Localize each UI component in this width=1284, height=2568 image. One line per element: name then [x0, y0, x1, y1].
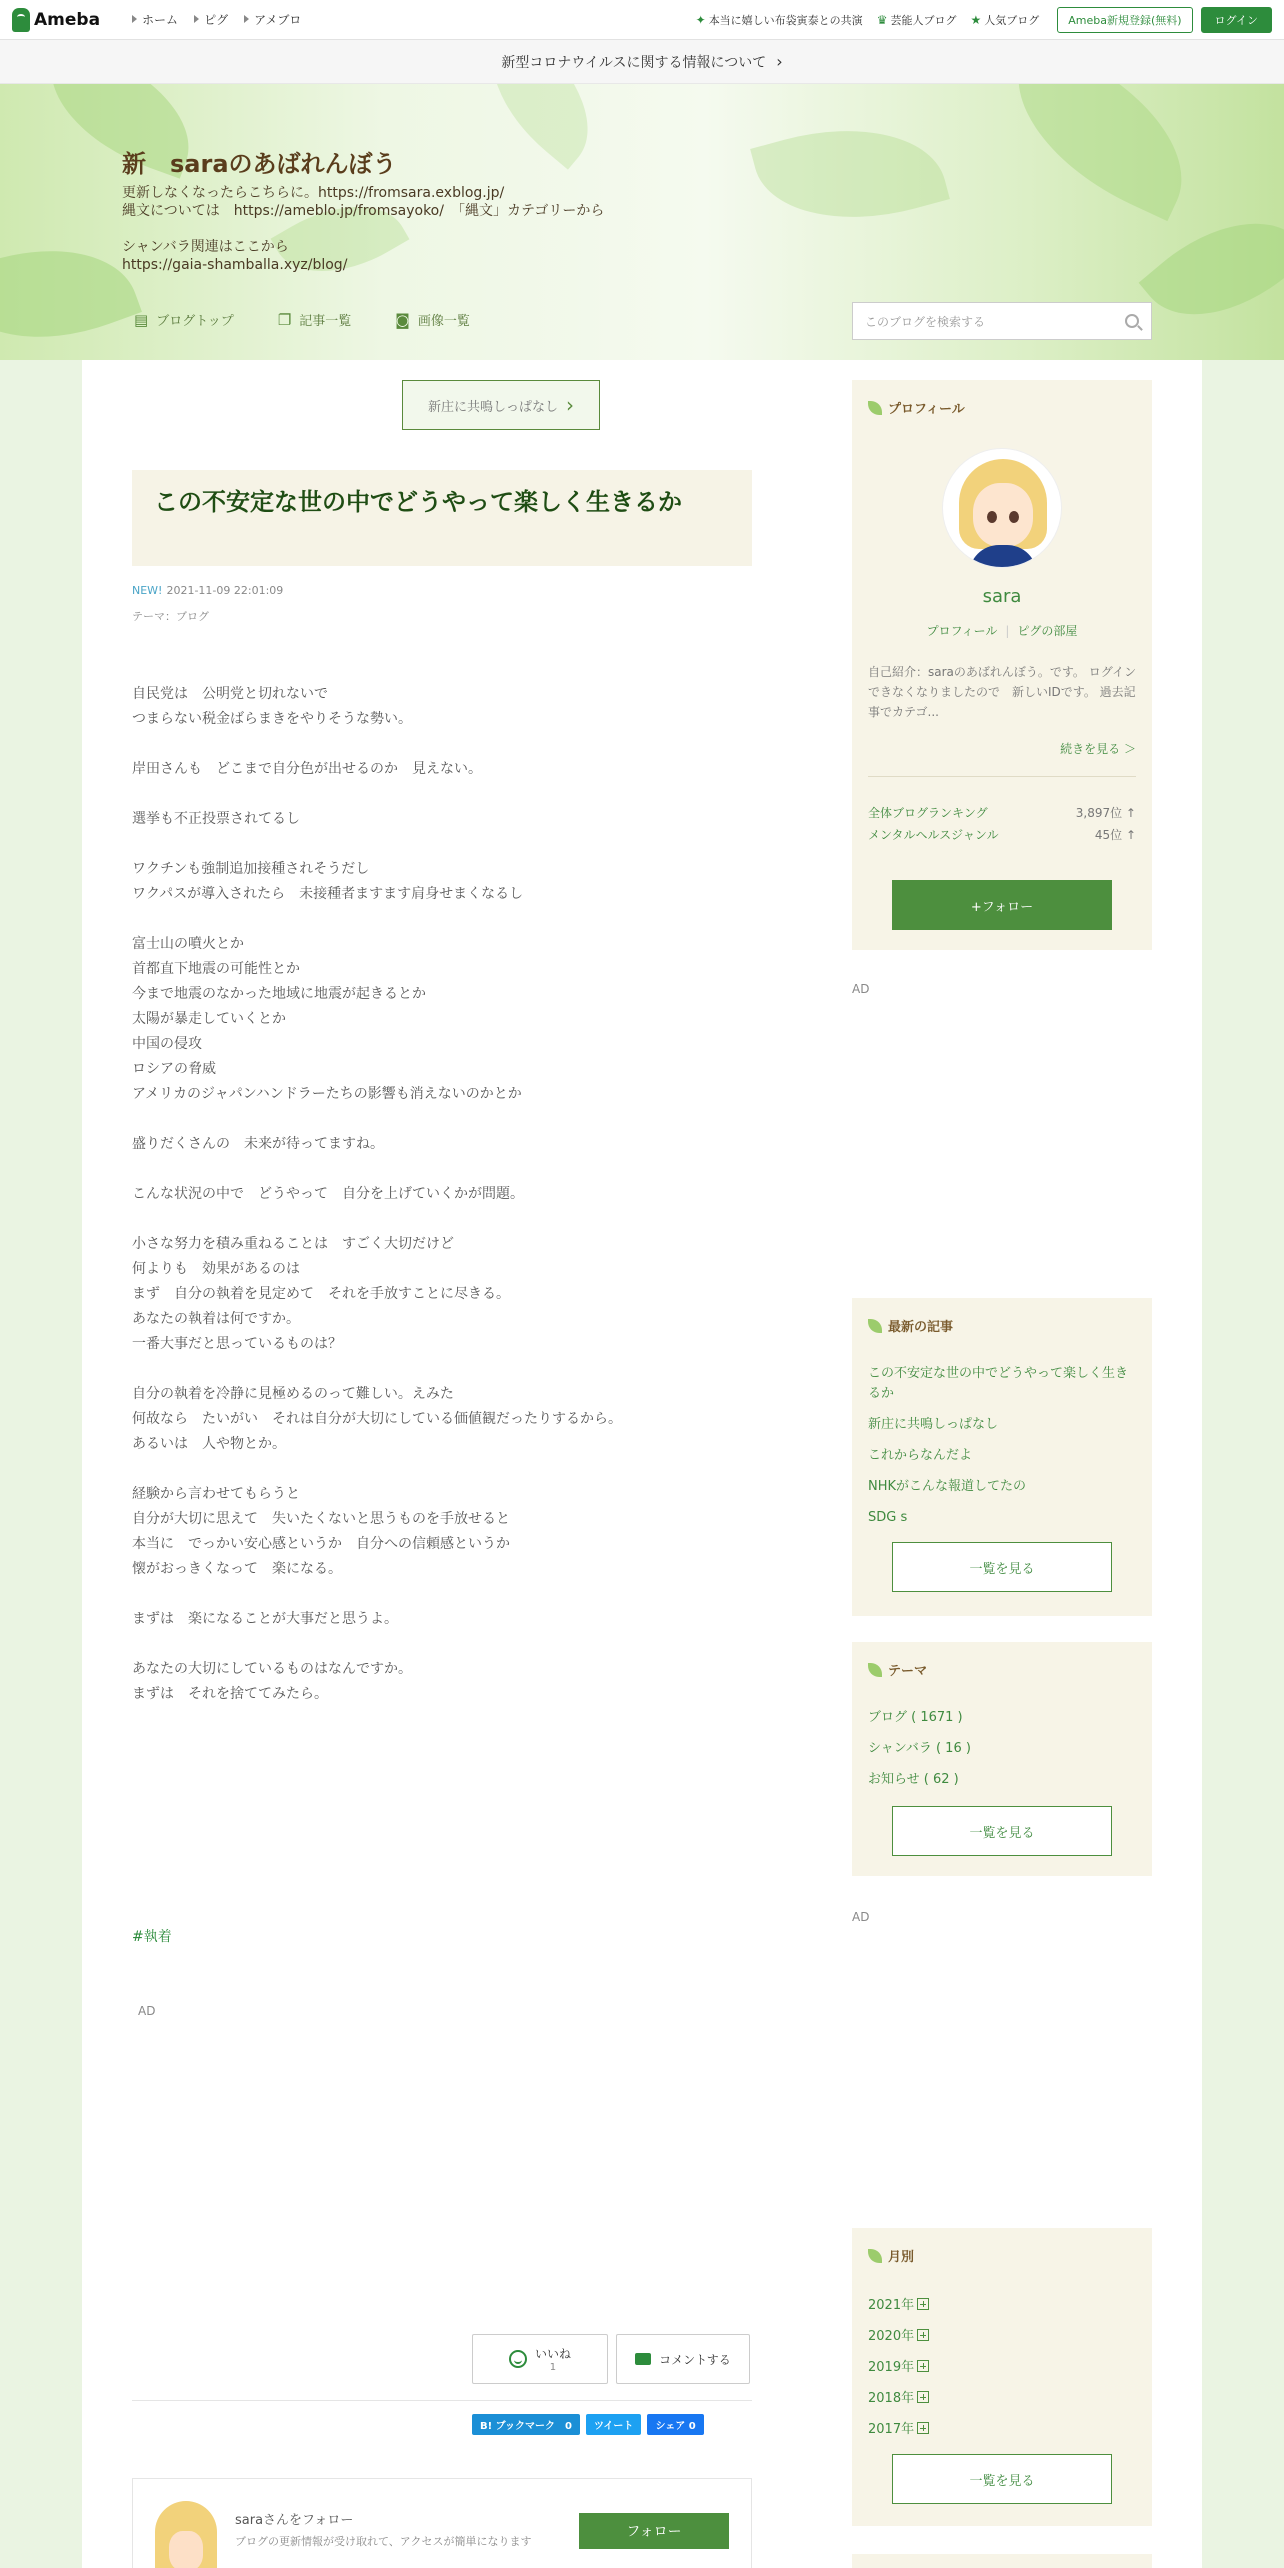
body-line: 何故なら たいがい それは自分が大切にしている価値観だったりするから。 — [132, 1411, 622, 1427]
blog-top-link[interactable]: ▤ ブログトップ — [134, 310, 234, 329]
body-line: 首都直下地震の可能性とか — [132, 961, 300, 977]
article-datetime: 2021-11-09 22:01:09 — [166, 584, 284, 597]
monthly-list-button[interactable]: 一覧を見る — [892, 2454, 1112, 2504]
body-line — [132, 782, 752, 807]
blog-description: 更新しなくなったらこちらに。https://fromsara.exblog.jp/ 縄文については https://ameblo.jp/fromsayoko/ 「縄文」カテゴリーから シャンバラ関連はここから https://gaia-shamballa.xyz/blog/ — [122, 185, 605, 273]
body-line: 何よりも 効果があるのは — [132, 1261, 300, 1277]
hashtag-link[interactable]: #執着 — [132, 1929, 172, 1945]
body-line: 自分の執着を冷静に見極めるのって難しい。えみた — [132, 1386, 454, 1402]
previous-post-button[interactable]: 新庄に共鳴しっぱなし › — [402, 380, 600, 430]
theme-list-button[interactable]: 一覧を見る — [892, 1806, 1112, 1856]
leaf-icon — [868, 1663, 882, 1677]
body-line: 懐がおっきくなって 楽になる。 — [132, 1561, 342, 1577]
body-line — [132, 1157, 752, 1182]
body-line: つまらない税金ばらまきをやりそうな勢い。 — [132, 711, 412, 727]
recent-post-link[interactable]: これからなんだよ — [868, 1448, 973, 1463]
body-line — [132, 1582, 752, 1607]
comment-button[interactable]: コメントする — [616, 2334, 750, 2384]
body-line — [132, 1632, 752, 1657]
avatar — [155, 2501, 217, 2568]
leaf-icon — [868, 401, 882, 415]
theme-link[interactable]: お知らせ ( 62 ) — [868, 1772, 959, 1787]
theme-link[interactable]: ブログ — [176, 610, 209, 623]
body-line: あなたの大切にしているものはなんですか。 — [132, 1661, 412, 1677]
ranking-list — [868, 802, 1136, 846]
month-2021[interactable]: 2021年 — [868, 2290, 929, 2321]
recent-list-button[interactable]: 一覧を見る — [892, 1542, 1112, 1592]
ranking-genre[interactable]: メンタルヘルスジャンル 45位 ↑ — [868, 828, 1136, 842]
recent-post-link[interactable]: この不安定な世の中でどうやって楽しく生きるか — [868, 1366, 1129, 1401]
monthly-panel: 月別 2021年 2020年 2019年 2018年 2017年 一覧を見る — [852, 2228, 1152, 2526]
body-line: 経験から言わせてもらうと — [132, 1486, 300, 1502]
camera-icon: ◙ — [395, 310, 410, 329]
like-button[interactable] — [472, 2334, 608, 2384]
recent-post-link[interactable]: 新庄に共鳴しっぱなし — [868, 1417, 999, 1432]
body-line: 選挙も不正投票されてるし — [132, 811, 300, 827]
nav-ameblo-link[interactable]: アメブロ — [244, 11, 301, 28]
body-line: 今まで地震のなかった地域に地震が起きるとか — [132, 986, 426, 1002]
nav-pig-link[interactable]: ピグ — [194, 11, 228, 28]
body-line — [132, 1107, 752, 1132]
recent-post-link[interactable]: NHKがこんな報道してたの — [868, 1479, 1027, 1494]
ad-label: AD — [138, 2004, 156, 2018]
image-list-link[interactable]: ◙ 画像一覧 — [395, 310, 470, 329]
profile-intro: 自己紹介：saraのあばれんぼう。です。 ログインできなくなりましたので 新しいIDです。 過去記事でカテゴ... — [868, 665, 1137, 719]
body-line — [132, 1457, 752, 1482]
body-line — [132, 907, 752, 932]
crown-icon: ♛ — [876, 12, 888, 27]
body-line — [132, 1357, 752, 1382]
top-navigation-bar — [0, 0, 1284, 40]
star-icon: ★ — [970, 12, 982, 27]
blog-header — [0, 84, 1284, 360]
follow-description: ブログの更新情報が受け取れて、アクセスが簡単になります — [235, 2535, 532, 2548]
document-icon: ▤ — [134, 310, 149, 329]
body-line: まずは 楽になることが大事だと思うよ。 — [132, 1611, 398, 1627]
ameba-logo[interactable] — [12, 8, 100, 32]
like-count: 1 — [549, 2362, 557, 2373]
register-button[interactable]: Ameba新規登録(無料) — [1057, 7, 1192, 33]
expand-icon — [917, 2329, 929, 2341]
leaf-icon — [868, 1319, 882, 1333]
body-line: 富士山の噴火とか — [132, 936, 244, 952]
month-2017[interactable]: 2017年 — [868, 2414, 929, 2445]
recent-post-link[interactable]: SDG s — [868, 1510, 908, 1525]
body-line: あなたの執着は何ですか。 — [132, 1311, 300, 1327]
follow-button[interactable]: フォロー — [579, 2513, 729, 2549]
chevron-right-icon: › — [566, 393, 574, 417]
popular-blog-link[interactable]: ★ 人気ブログ — [970, 12, 1040, 27]
tweet-button[interactable]: ツイート — [586, 2414, 642, 2435]
body-line — [132, 1207, 752, 1232]
body-line: 一番大事だと思っているものは？ — [132, 1336, 342, 1352]
article-meta — [132, 584, 283, 597]
body-line: ワクチンも強制追加接種されそうだし — [132, 861, 370, 877]
smile-icon — [509, 2350, 527, 2368]
theme-link[interactable]: シャンバラ ( 16 ) — [868, 1741, 971, 1756]
ameba-logo-icon — [12, 8, 30, 32]
profile-link[interactable]: プロフィール — [926, 624, 998, 638]
body-line: アメリカのジャパンハンドラーたちの影響も消えないのかとか — [132, 1086, 522, 1102]
blog-title[interactable]: 新 saraのあばれんぼう — [122, 150, 397, 178]
body-line — [132, 732, 752, 757]
notice-text: 新型コロナウイルスに関する情報について — [501, 54, 767, 71]
recent-posts-panel: 最新の記事 この不安定な世の中でどうやって楽しく生きるか 新庄に共鳴しっぱなし これからなんだよ NHKがこんな報道してたの SDG s 一覧を見る — [852, 1298, 1152, 1616]
body-line — [132, 832, 752, 857]
leaf-icon — [868, 2249, 882, 2263]
celebrity-blog-link[interactable]: ♛ 芸能人ブログ — [876, 12, 957, 27]
login-button[interactable]: ログイン — [1201, 7, 1272, 33]
search-icon[interactable] — [1125, 314, 1139, 328]
profile-title: プロフィール — [868, 398, 965, 417]
new-badge: NEW! — [132, 584, 163, 597]
article-body — [132, 682, 752, 1707]
sidebar-ad-label: AD — [852, 1910, 870, 1924]
follow-heading: saraさんをフォロー — [235, 2513, 354, 2528]
expand-icon — [917, 2360, 929, 2372]
body-line: ワクパスが導入されたら 未接種者ますます肩身せまくなるし — [132, 886, 524, 902]
ranking-overall[interactable]: 全体ブログランキング 3,897位 ↑ — [868, 806, 1136, 820]
nav-home-link[interactable]: ホーム — [132, 11, 178, 28]
body-line: 中国の侵攻 — [132, 1036, 202, 1052]
main-content — [82, 360, 1202, 2568]
theme-link[interactable]: ブログ ( 1671 ) — [868, 1710, 963, 1725]
chevron-right-icon: › — [776, 52, 783, 71]
hatena-bookmark-button[interactable]: B! ブックマーク 0 — [472, 2414, 580, 2435]
body-line: 盛りだくさんの 未来が待ってますね。 — [132, 1136, 384, 1152]
body-line: あるいは 人や物とか。 — [132, 1436, 286, 1452]
body-line: ロシアの脅威 — [132, 1061, 216, 1077]
search-placeholder: このブログを検索する — [865, 314, 986, 329]
body-line: まずは それを捨ててみたら。 — [132, 1686, 328, 1702]
expand-icon — [917, 2422, 929, 2434]
follow-box — [132, 2478, 752, 2568]
expand-icon — [917, 2391, 929, 2403]
body-line: こんな状況の中で どうやって 自分を上げていくかが問題。 — [132, 1186, 524, 1202]
covid-notice-link[interactable] — [0, 40, 1284, 84]
sidebar-ad-label: AD — [852, 982, 870, 996]
article-theme: テーマ：ブログ — [132, 610, 209, 623]
logo-text: Ameba — [34, 9, 101, 30]
body-line: 自民党は 公明党と切れないで — [132, 686, 328, 702]
body-line: 本当に でっかい安心感というか 自分への信頼感というか — [132, 1536, 510, 1552]
read-more-link[interactable]: 続きを見る ＞ — [1060, 742, 1136, 756]
profile-panel: プロフィール sara プロフィール | ピグの部屋 自己紹介：saraのあばれんぼう。です。 ログインできなくなりましたので 新しいIDです。 過去記事でカテゴ... 続きを見る ＞ 全体ブログランキング 3,897位 ↑ メンタルヘルスジャンル 45位 ↑ +フォロー — [852, 380, 1152, 950]
month-2020[interactable]: 2020年 — [868, 2321, 929, 2352]
comment-icon — [635, 2353, 651, 2365]
profile-name[interactable]: sara — [982, 586, 1022, 607]
pig-room-link[interactable]: ピグの部屋 — [1017, 624, 1078, 638]
featured-link[interactable]: ✦ 本当に嬉しい布袋寅泰との共演 — [695, 12, 863, 27]
entry-list-link[interactable]: ❐ 記事一覧 — [277, 310, 352, 329]
body-line: まず 自分の執着を見定めて それを手放すことに尽きる。 — [132, 1286, 510, 1302]
follow-blog-button[interactable]: +フォロー — [892, 880, 1112, 930]
expand-icon — [917, 2298, 929, 2310]
facebook-share-button[interactable]: シェア 0 — [647, 2414, 703, 2435]
body-line: 自分が大切に思えて 失いたくないと思うものを手放せると — [132, 1511, 510, 1527]
blog-search-input[interactable] — [852, 302, 1152, 340]
body-line: 太陽が暴走していくとか — [132, 1011, 286, 1027]
theme-panel: テーマ ブログ ( 1671 ) シャンバラ ( 16 ) お知らせ ( 62 ) 一覧を見る — [852, 1642, 1152, 1876]
sparkle-icon: ✦ — [695, 12, 706, 27]
body-line: 小さな努力を積み重ねることは すごく大切だけど — [132, 1236, 454, 1252]
article-title[interactable]: この不安定な世の中でどうやって楽しく生きるか — [132, 470, 752, 566]
profile-avatar[interactable] — [942, 448, 1062, 568]
month-2019[interactable]: 2019年 — [868, 2352, 929, 2383]
next-panel — [852, 2554, 1152, 2568]
copy-icon: ❐ — [277, 310, 292, 329]
month-2018[interactable]: 2018年 — [868, 2383, 929, 2414]
body-line: 岸田さんも どこまで自分色が出せるのか 見えない。 — [132, 761, 482, 777]
like-label: いいね — [534, 2347, 571, 2361]
divider — [132, 2400, 752, 2401]
